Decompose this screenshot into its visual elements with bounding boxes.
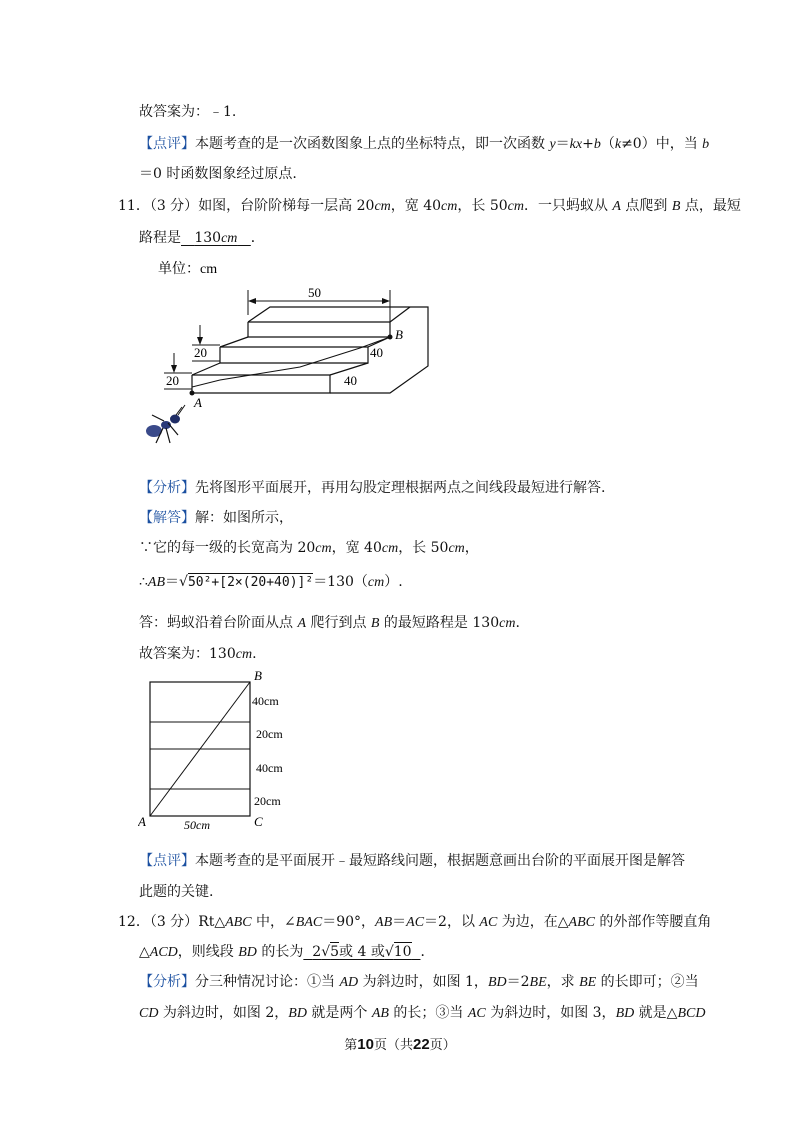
solution-11-formula: ∴AB＝√50²+[2×(20+40)]²＝130（cm）.	[139, 574, 403, 590]
question-number: 11．	[118, 198, 150, 214]
solution-11-answer: 答：蚂蚁沿着台阶面从点 A 爬行到点 B 的最短路程是 130cm.	[139, 615, 520, 631]
comment-q10-line1: 【点评】本题考查的是一次函数图象上点的坐标特点，即一次函数 y＝kx+b（k≠0）中，当 b	[139, 136, 710, 152]
comment-q10-line2: ＝0 时函数图象经过原点.	[139, 166, 297, 182]
height-label-1: 20	[194, 345, 207, 360]
staircase-figure	[130, 255, 450, 450]
length-label: 50	[308, 285, 321, 300]
comment-11-line1: 【点评】本题考查的是平面展开﹣最短路线问题，根据题意画出台阶的平面展开图是解答	[139, 853, 685, 869]
width-label-2: 40	[344, 373, 357, 388]
answer-blank: 130cm	[194, 230, 238, 246]
back-outline	[248, 307, 428, 393]
analysis-tag: 【分析】	[139, 974, 195, 990]
ant-icon	[146, 405, 185, 443]
answer-line-q10: 故答案为：﹣1.	[139, 104, 237, 120]
height-label-2: 20	[166, 373, 179, 388]
seg-label-3: 40cm	[256, 761, 283, 775]
bottom-label: 50cm	[184, 818, 210, 832]
unit-label: 单位：cm	[158, 262, 218, 277]
solution-11-line1: ∵它的每一级的长宽高为 20cm，宽 40cm，长 50cm，	[139, 540, 479, 556]
unfolded-figure	[138, 668, 308, 833]
page-number: 10	[357, 1036, 374, 1053]
comment-tag: 【点评】	[139, 853, 195, 869]
arrow-left	[248, 298, 256, 304]
point-b	[388, 335, 393, 340]
step-bottom-depth-left	[192, 363, 220, 375]
question-12-line2: △ACD，则线段 BD 的长为 2√5或 4 或√10 ．	[139, 944, 435, 960]
page-footer: 第10页（共22页）	[344, 1036, 456, 1053]
step-middle-depth-left	[220, 337, 248, 347]
width-label-1: 40	[370, 345, 383, 360]
solution-11-final: 故答案为：130cm.	[139, 646, 257, 662]
seg-label-1: 40cm	[252, 694, 279, 708]
solution-11-header: 【解答】解：如图所示，	[139, 510, 293, 526]
sqrt-symbol: √	[179, 574, 188, 590]
question-11-line1: 11．（3 分）如图，台阶阶梯每一层高 20cm，宽 40cm，长 50cm．一只蚂蚁从 A 点爬到 B 点，最短	[118, 198, 741, 214]
fig2-label-a: A	[138, 814, 146, 829]
arrow-right	[382, 298, 390, 304]
height-arrowhead-2	[171, 365, 177, 373]
analysis-11: 【分析】先将图形平面展开，再用勾股定理根据两点之间线段最短进行解答.	[139, 480, 606, 496]
fig2-label-b: B	[254, 668, 262, 683]
solution-tag: 【解答】	[139, 510, 195, 526]
question-12-line1: 12．（3 分）Rt△ABC 中，∠BAC＝90°，AB＝AC＝2，以 AC 为边，在△ABC 的外部作等腰直角	[118, 914, 712, 930]
seg-label-4: 20cm	[254, 794, 281, 808]
analysis-tag: 【分析】	[139, 480, 195, 496]
label-a: A	[194, 395, 202, 410]
total-pages: 22	[413, 1036, 430, 1053]
seg-label-2: 20cm	[256, 727, 283, 741]
question-number: 12．	[118, 914, 150, 930]
analysis-12-line1: 【分析】分三种情况讨论：①当 AD 为斜边时，如图 1，BD＝2BE，求 BE 的长即可；②当	[139, 974, 699, 990]
question-11-line2: 路程是 130cm ．	[139, 230, 265, 246]
answer-blank: 2√5或 4 或√10	[312, 944, 412, 960]
step-top	[248, 322, 390, 337]
step-bottom	[192, 375, 330, 393]
comment-11-line2: 此题的关键.	[139, 884, 214, 900]
analysis-12-line2: CD 为斜边时，如图 2，BD 就是两个 AB 的长；③当 AC 为斜边时，如图 3，BD 就是△BCD	[139, 1005, 706, 1021]
step-middle	[220, 347, 368, 363]
fig2-label-c: C	[254, 814, 263, 829]
height-arrowhead-1	[197, 337, 203, 345]
label-b: B	[395, 327, 403, 342]
step-top-depth	[390, 307, 410, 322]
comment-tag: 【点评】	[139, 136, 195, 152]
radicand: 50²+[2×(20+40)]²	[187, 575, 314, 590]
